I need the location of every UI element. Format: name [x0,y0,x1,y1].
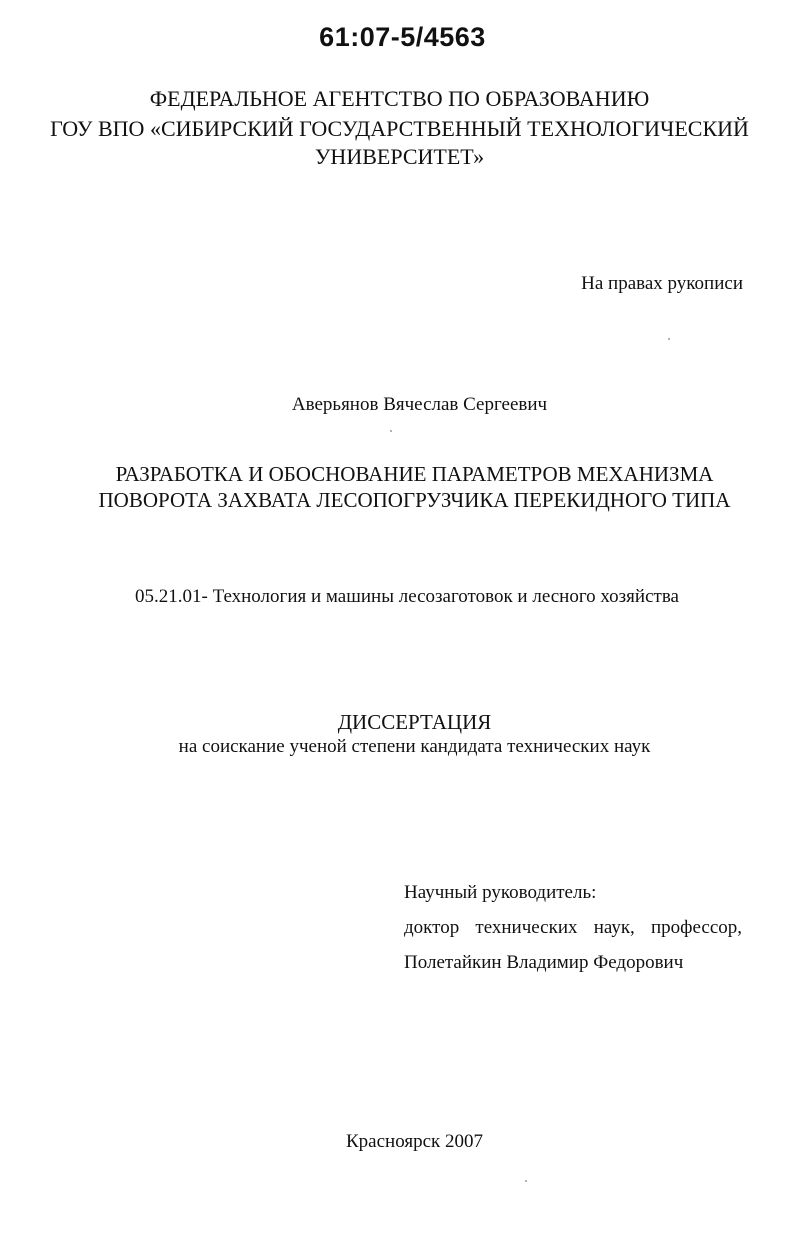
title-line-2: ПОВОРОТА ЗАХВАТА ЛЕСОПОГРУЗЧИКА ПЕРЕКИДНОГО ТИПА [98,488,731,512]
dissertation-title [0,461,799,513]
advisor-name: Полетайкин Владимир Федорович [404,952,684,973]
agency-name: ФЕДЕРАЛЬНОЕ АГЕНТСТВО ПО ОБРАЗОВАНИЮ [149,86,650,111]
degree-statement: на соискание ученой степени кандидата технических наук [178,736,651,757]
university-line-1: ГОУ ВПО «СИБИРСКИЙ ГОСУДАРСТВЕННЫЙ ТЕХНОЛОГИЧЕСКИЙ [50,116,749,141]
city-year: Красноярск 2007 [346,1131,483,1152]
title-line-1: РАЗРАБОТКА И ОБОСНОВАНИЕ ПАРАМЕТРОВ МЕХАНИЗМА [115,462,714,486]
advisor-credentials: доктор технических наук, профессор, [404,917,742,938]
advisor-label: Научный руководитель: [404,882,597,903]
specialty-code: 05.21.01- Технология и машины лесозаготовок и лесного хозяйства [135,586,679,607]
university-name [0,115,799,171]
scan-speck [668,338,670,340]
author-name: Аверьянов Вячеслав Сергеевич [291,394,548,415]
document-type: ДИССЕРТАЦИЯ [337,710,492,734]
manuscript-note: На правах рукописи [581,273,743,294]
scan-speck [390,430,392,432]
university-line-2: УНИВЕРСИТЕТ» [314,144,485,169]
archive-stamp-code: 61:07-5/4563 [319,22,486,52]
scan-speck [525,1180,527,1182]
